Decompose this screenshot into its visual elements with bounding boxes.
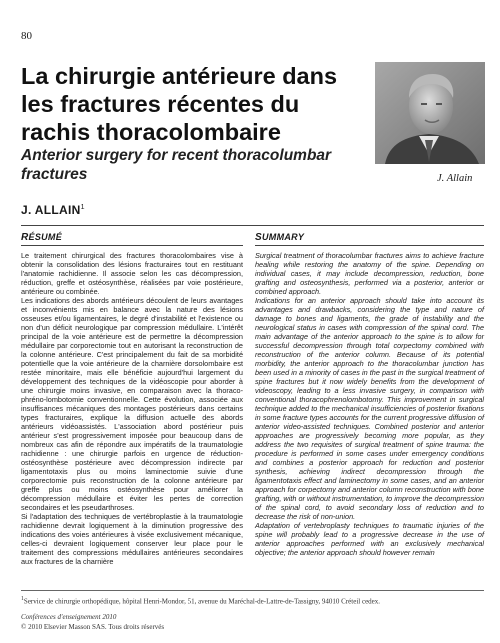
affiliation-footnote <box>21 596 380 605</box>
resume-heading-initial: R <box>21 232 29 243</box>
resume-column <box>21 251 243 566</box>
header-divider <box>21 225 484 226</box>
footnote-text: Service de chirurgie orthopédique, hôpital Henri-Mondor, 51, avenue du Maréchal-de-Lattre-de-Tassigny, 94010 Créteil cedex. <box>23 597 381 606</box>
resume-paragraph: Les indications des abords antérieurs découlent de leurs avantages et inconvénients mis en balance avec la nature des lésions osseuses et/ou ligamentaires, le degré d'instabilité et l'existence ou non d'un déficit neurologique par compression médullaire. L'intérêt principal de la voie antérieure est de permettre la décompression médullaire par corporectomie tout en autorisant la reconstruction de la colonne antérieure. C'est principalement du fait de sa morbidité potentielle que la voie antérieure de la charnière dorsolombaire est restée minoritaire, mais elle bénéficie aujourd'hui largement du développement des techniques de la vidéoscopie pour aborder à une chirurgie moins invasive, en comparaison avec la thoraco-phréno-lombotomie conventionnelle. Cette évolution, associée aux insuffisances mécaniques des montages postérieurs dans certains types fracturaires, explique la diffusion actuelle des abords antérieurs vidéoassistés. L'association abord postérieur puis antérieur s'est progressivement imposée pour beaucoup dans de nombreux cas afin de répondre aux impératifs de la traumatologie rachidienne : une chirurgie parfois en urgence de réduction-ostéosynthèse postérieure avec décompression indirecte par ligamentotaxis plus ou moins laminectomie suivie d'une corporectomie puis reconstruction de la colonne antérieure par greffe plus ou moins ostéosynthèse pour améliorer la décompression médullaire et éviter les pertes de correction secondaires et les pseudarthroses. <box>21 296 243 512</box>
summary-column <box>255 251 484 557</box>
author-name: J. ALLAIN <box>21 203 81 217</box>
resume-heading-rule <box>21 245 243 246</box>
footnote-mark: 1 <box>21 596 24 602</box>
conference-name: Conférences d'enseignement 2010 <box>21 613 117 621</box>
photo-caption: J. Allain <box>437 173 473 184</box>
page-number: 80 <box>21 30 32 42</box>
resume-paragraph: Si l'adaptation des techniques de vertébroplastie à la traumatologie rachidienne devrait logiquement à la diminution progressive des indications des voies antérieures à visée exclusivement mécanique, celles-ci devraient logiquement conserver leur place pour le traitement des compressions médullaires antérieures secondaires aux fractures de la charnière <box>21 512 243 566</box>
article-title: La chirurgie antérieure dans les fractures récentes du rachis thoracolombaire <box>21 63 338 145</box>
summary-heading-rule <box>255 245 484 246</box>
summary-heading <box>255 232 304 243</box>
resume-paragraph: Le traitement chirurgical des fractures thoracolombaires vise à obtenir la consolidation des lésions fracturaires tout en restituant l'anatomie rachidienne. Il associe selon les cas décompression, réduction, greffe et ostéosynthèse, réalisées par voie postérieure, antérieure ou combinée. <box>21 251 243 296</box>
resume-heading <box>21 232 62 243</box>
author-portrait-image <box>375 62 485 164</box>
summary-heading-initial: S <box>255 232 262 243</box>
author-photo <box>375 62 485 164</box>
article-subtitle: Anterior surgery for recent thoracolumbar fractures <box>21 147 332 183</box>
copyright-notice: © 2010 Elsevier Masson SAS. Tous droits réservés <box>21 623 165 631</box>
summary-heading-rest: UMMARY <box>261 232 305 242</box>
summary-paragraph: Indications for an anterior approach should take into account its advantages and drawbacks, considering the type and nature of damage to bones and ligaments, the grade of instability and the neurological status in cases with compression of the spinal cord. The main advantage of the anterior approach to the spine is to allow for successful decompression through total corpectomy combined with reconstruction of the anterior column. Because of its potential morbidity, the anterior approach to the thoracolumbar junction has been used in a minority of cases in the past in the surgical treatment of spine fractures but it now widely benefits from the development of videoscopy, leading to a less invasive surgery, in comparison with conventional thoracophrenolombotomy. This improvement in surgical technique added to the mechanical insufficiencies of posterior fixations in some fracture types accounts for the current progressive diffusion of anterior video-assisted techniques. Combined posterior and anterior approaches are progressively becoming more popular, as they address the two requisites of surgical treatment of spine trauma: the procedure is performed in some cases under emergency conditions and combines a posterior approach for reduction and posterior synthesis, achieving indirect decompression through the ligamentotaxis effect and laminectomy in some cases, and an anterior approach for corpectomy and anterior column reconstruction with bone grafting, with or without instrumentation, to improve the decompression of the spinal cord, to avoid secondary loss of reduction and to decrease the risk of non-union. <box>255 296 484 521</box>
author-affiliation-mark: 1 <box>80 204 85 211</box>
summary-paragraph: Surgical treatment of thoracolumbar fractures aims to achieve fracture healing while restoring the anatomy of the spine. Depending on individual cases, it may include decompression, reduction, bone grafting and osteosynthesis, performed via a posterior, anterior or combined approach. <box>255 251 484 296</box>
footnote-divider <box>21 590 484 591</box>
summary-paragraph: Adaptation of vertebroplasty techniques to traumatic injuries of the spine will probably lead to a progressive decrease in the use of anterior approaches performed with an exclusively mechanical objective; the anterior approach should however remain <box>255 521 484 557</box>
author-line <box>21 203 85 217</box>
resume-heading-rest: ÉSUMÉ <box>28 232 63 242</box>
